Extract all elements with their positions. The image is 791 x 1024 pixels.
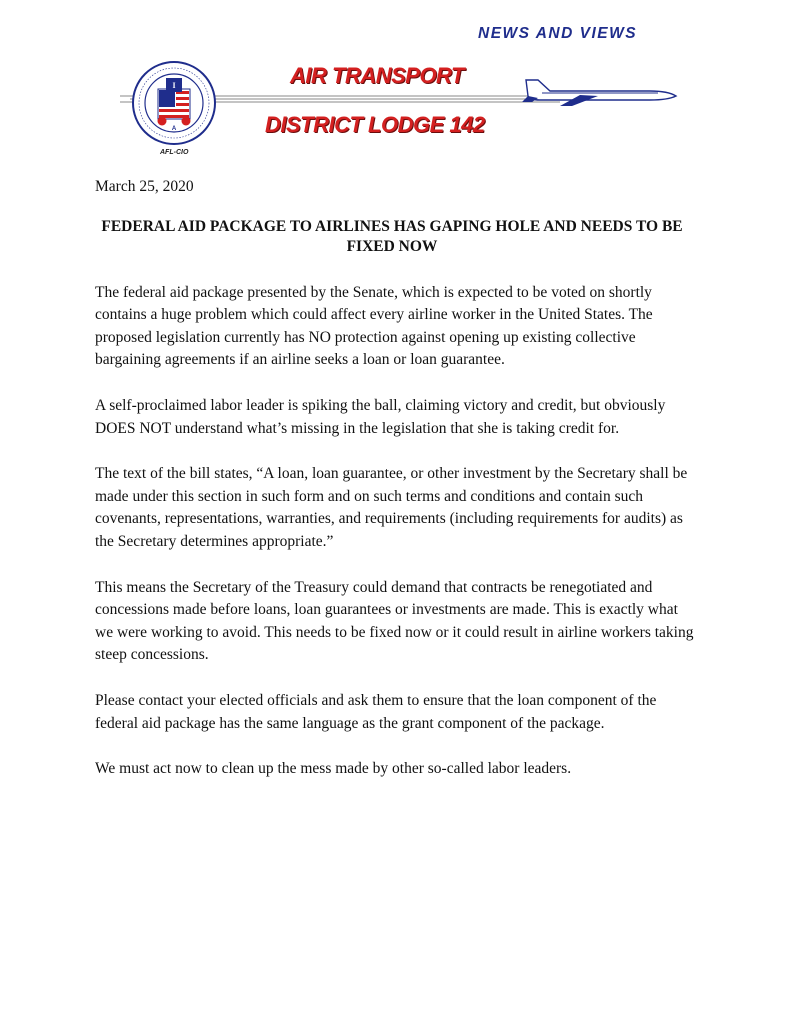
tagline: NEWS AND VIEWS (478, 25, 638, 42)
paragraph: The text of the bill states, “A loan, loan guarantee, or other investment by the Secretary shall be made under this section in such form and on such terms and conditions and contain such covenants, representations, warranties, and requirements (including requirements for audits) as the Secretary determines appropriate.” (95, 465, 688, 550)
paragraph: We must act now to clean up the mess made by other so-called labor leaders. (95, 760, 572, 778)
letter-date: March 25, 2020 (95, 178, 194, 195)
paragraph: A self-proclaimed labor leader is spiking the ball, claiming victory and credit, but obviously DOES NOT understand what’s missing in the legislation that she is taking credit for. (95, 396, 666, 437)
letter-body (95, 176, 695, 781)
airplane-icon (520, 72, 680, 108)
title-district-lodge: DISTRICT LODGE 142 (265, 112, 485, 137)
svg-text:A: A (171, 126, 177, 132)
paragraph: The federal aid package presented by the Senate, which is expected to be voted on shortly contains a huge problem which could affect every airline worker in the United States. The proposed legislation currently has NO protection against opening up existing collective bargaining agreements if an airline seeks a loan or loan guarantee. (95, 283, 653, 369)
svg-text:I: I (172, 81, 176, 90)
paragraph: This means the Secretary of the Treasury could demand that contracts be renegotiated and concessions made before loans, loan guarantees or investments are made. This is exactly what we were working to avoid. This needs to be fixed now or it could result in airline workers taking steep concessions. (95, 578, 694, 664)
letterhead (0, 0, 791, 170)
paragraph: Please contact your elected officials and ask them to ensure that the loan component of the federal aid package has the same language as the grant component of the package. (95, 691, 657, 732)
headline: FEDERAL AID PACKAGE TO AIRLINES HAS GAPING HOLE AND NEEDS TO BE FIXED NOW (101, 217, 683, 255)
affiliation-label: AFL-CIO (160, 149, 189, 156)
iam-seal-logo (131, 60, 217, 146)
title-air-transport: AIR TRANSPORT (290, 63, 464, 88)
